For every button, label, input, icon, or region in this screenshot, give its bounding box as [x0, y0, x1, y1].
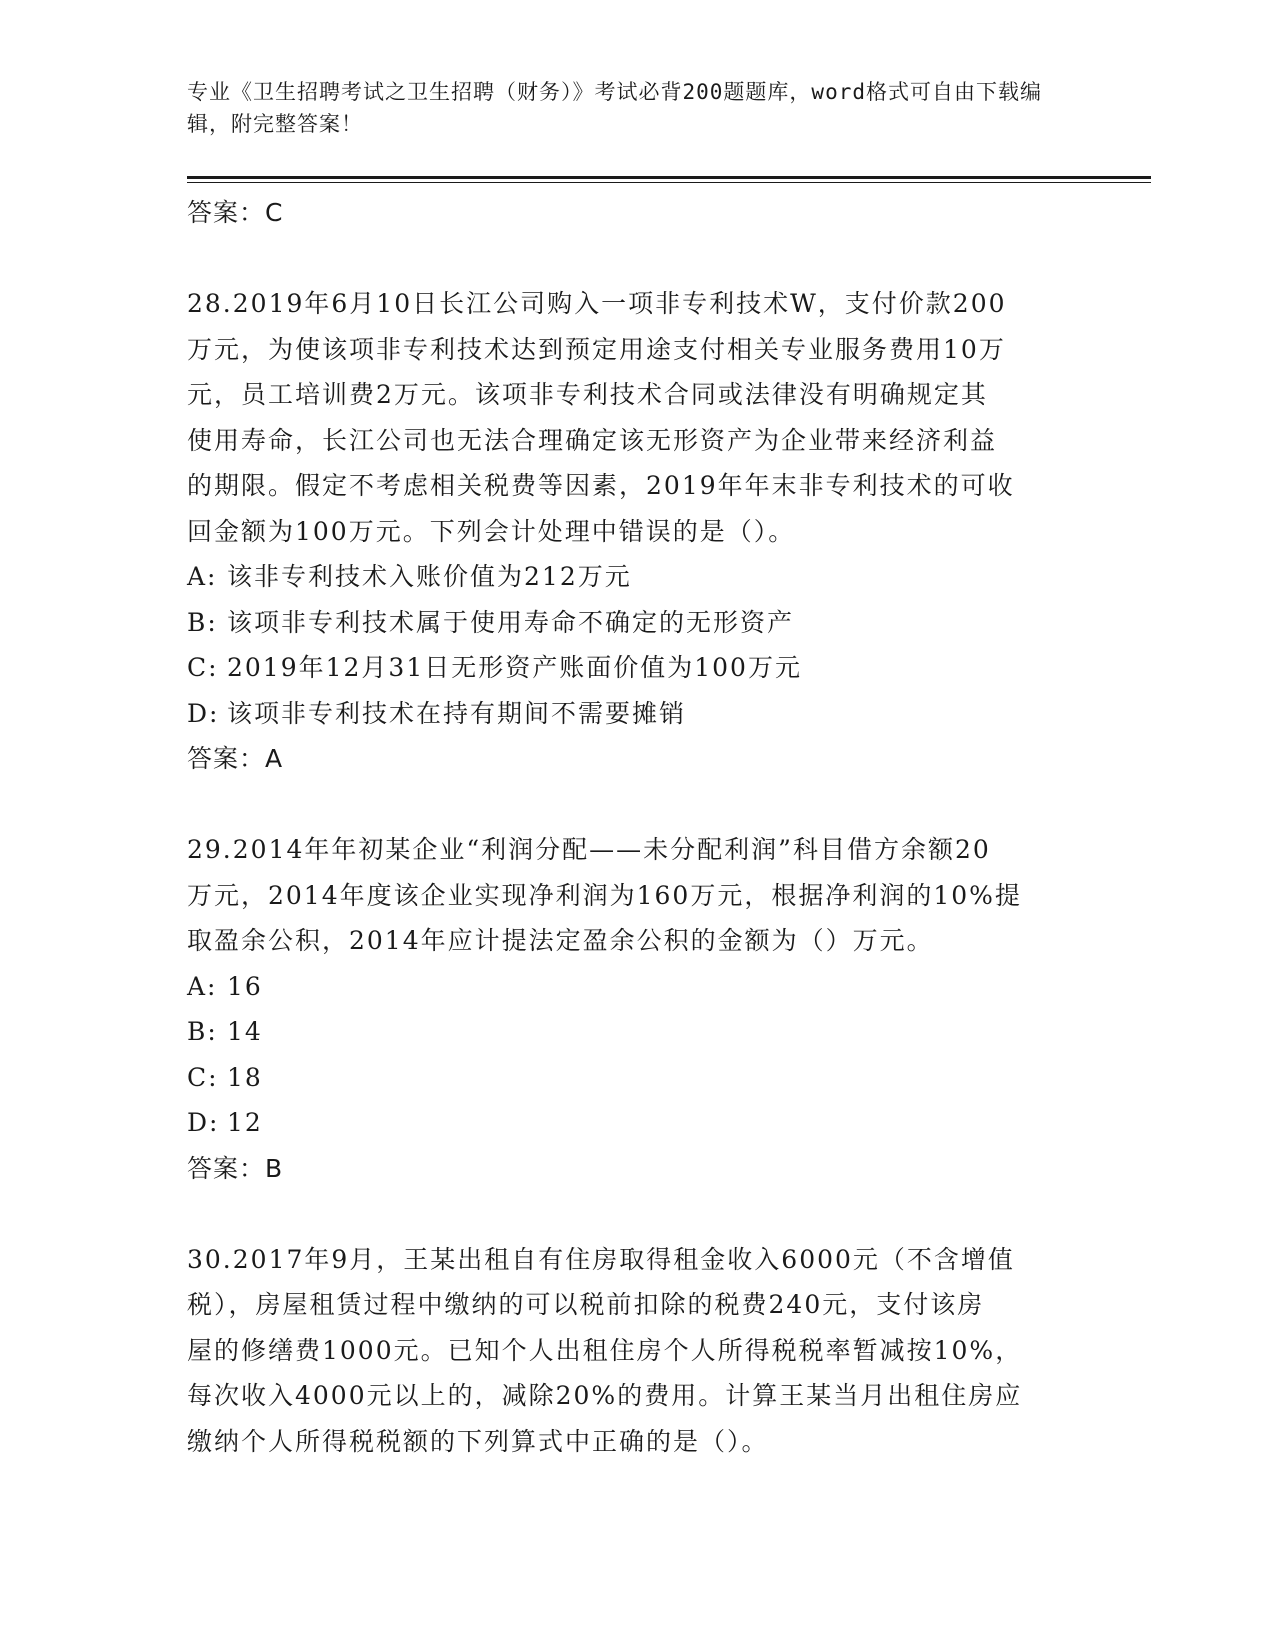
question-text-line: 缴纳个人所得税税额的下列算式中正确的是（）。: [187, 1426, 769, 1456]
spacer: [187, 1191, 1087, 1237]
question-text-line: 使用寿命，长江公司也无法合理确定该无形资产为企业带来经济利益: [187, 425, 998, 455]
option-key: C:: [187, 653, 219, 682]
option-key: C:: [187, 1062, 219, 1092]
option-key: B:: [187, 1017, 218, 1046]
option-d: [187, 1100, 1087, 1146]
spacer: [187, 782, 1087, 828]
question-text-line: 29.2014年年初某企业“利润分配——未分配利润”科目借方余额20: [187, 835, 991, 864]
page-header: 专业《卫生招聘考试之卫生招聘（财务）》考试必背200题题库，word格式可自由下载编辑，附完整答案！: [187, 80, 1042, 136]
option-text: 16: [227, 971, 263, 1001]
option-key: A:: [187, 971, 218, 1001]
question-29: [187, 827, 1087, 1191]
question-text-line: 28.2019年6月10日长江公司购入一项非专利技术W，支付价款200: [187, 289, 1007, 318]
question-text-line: 元，员工培训费2万元。该项非专利技术合同或法律没有明确规定其: [187, 380, 988, 409]
option-text: 该非专利技术入账价值为212万元: [227, 562, 632, 591]
question-text-line: 回金额为100万元。下列会计处理中错误的是（）。: [187, 516, 796, 546]
question-text-line: 万元，为使该项非专利技术达到预定用途支付相关专业服务费用10万: [187, 334, 1006, 364]
option-key: D:: [187, 698, 220, 728]
previous-answer: 答案：C: [187, 198, 284, 227]
option-text: 12: [227, 1108, 263, 1137]
question-30: [187, 1237, 1087, 1465]
option-c: [187, 1055, 1087, 1101]
question-text-line: 万元，2014年度该企业实现净利润为160万元，根据净利润的10%提: [187, 880, 1022, 910]
option-a: [187, 964, 1087, 1010]
option-b: [187, 600, 1087, 646]
question-text-line: 每次收入4000元以上的，减除20%的费用。计算王某当月出租住房应: [187, 1381, 1023, 1410]
question-text-line: 的期限。假定不考虑相关税费等因素，2019年年末非专利技术的可收: [187, 471, 1015, 500]
option-text: 该项非专利技术属于使用寿命不确定的无形资产: [227, 607, 795, 637]
question-list: [187, 190, 1087, 1464]
header-rule-thick: [187, 176, 1151, 179]
option-a: [187, 554, 1087, 600]
answer: 答案：A: [187, 744, 284, 773]
option-text: 该项非专利技术在持有期间不需要摊销: [227, 698, 687, 728]
option-text: 2019年12月31日无形资产账面价值为100万元: [227, 653, 802, 682]
option-text: 14: [227, 1017, 263, 1046]
option-key: B:: [187, 607, 218, 637]
option-text: 18: [227, 1062, 263, 1092]
header-rule-thin: [187, 182, 1151, 183]
answer: 答案：B: [187, 1153, 284, 1183]
question-28: [187, 281, 1087, 782]
question-text-line: 取盈余公积，2014年应计提法定盈余公积的金额为（）万元。: [187, 926, 934, 955]
question-text-line: 30.2017年9月，王某出租自有住房取得租金收入6000元（不含增值: [187, 1244, 1015, 1274]
option-d: [187, 691, 1087, 737]
option-key: D:: [187, 1108, 220, 1137]
spacer: [187, 236, 1087, 282]
question-text-line: 屋的修缮费1000元。已知个人出租住房个人所得税税率暂减按10%，: [187, 1335, 1023, 1365]
question-text-line: 税），房屋租赁过程中缴纳的可以税前扣除的税费240元，支付该房: [187, 1290, 985, 1319]
option-key: A:: [187, 562, 218, 591]
option-c: [187, 645, 1087, 691]
option-b: [187, 1009, 1087, 1055]
